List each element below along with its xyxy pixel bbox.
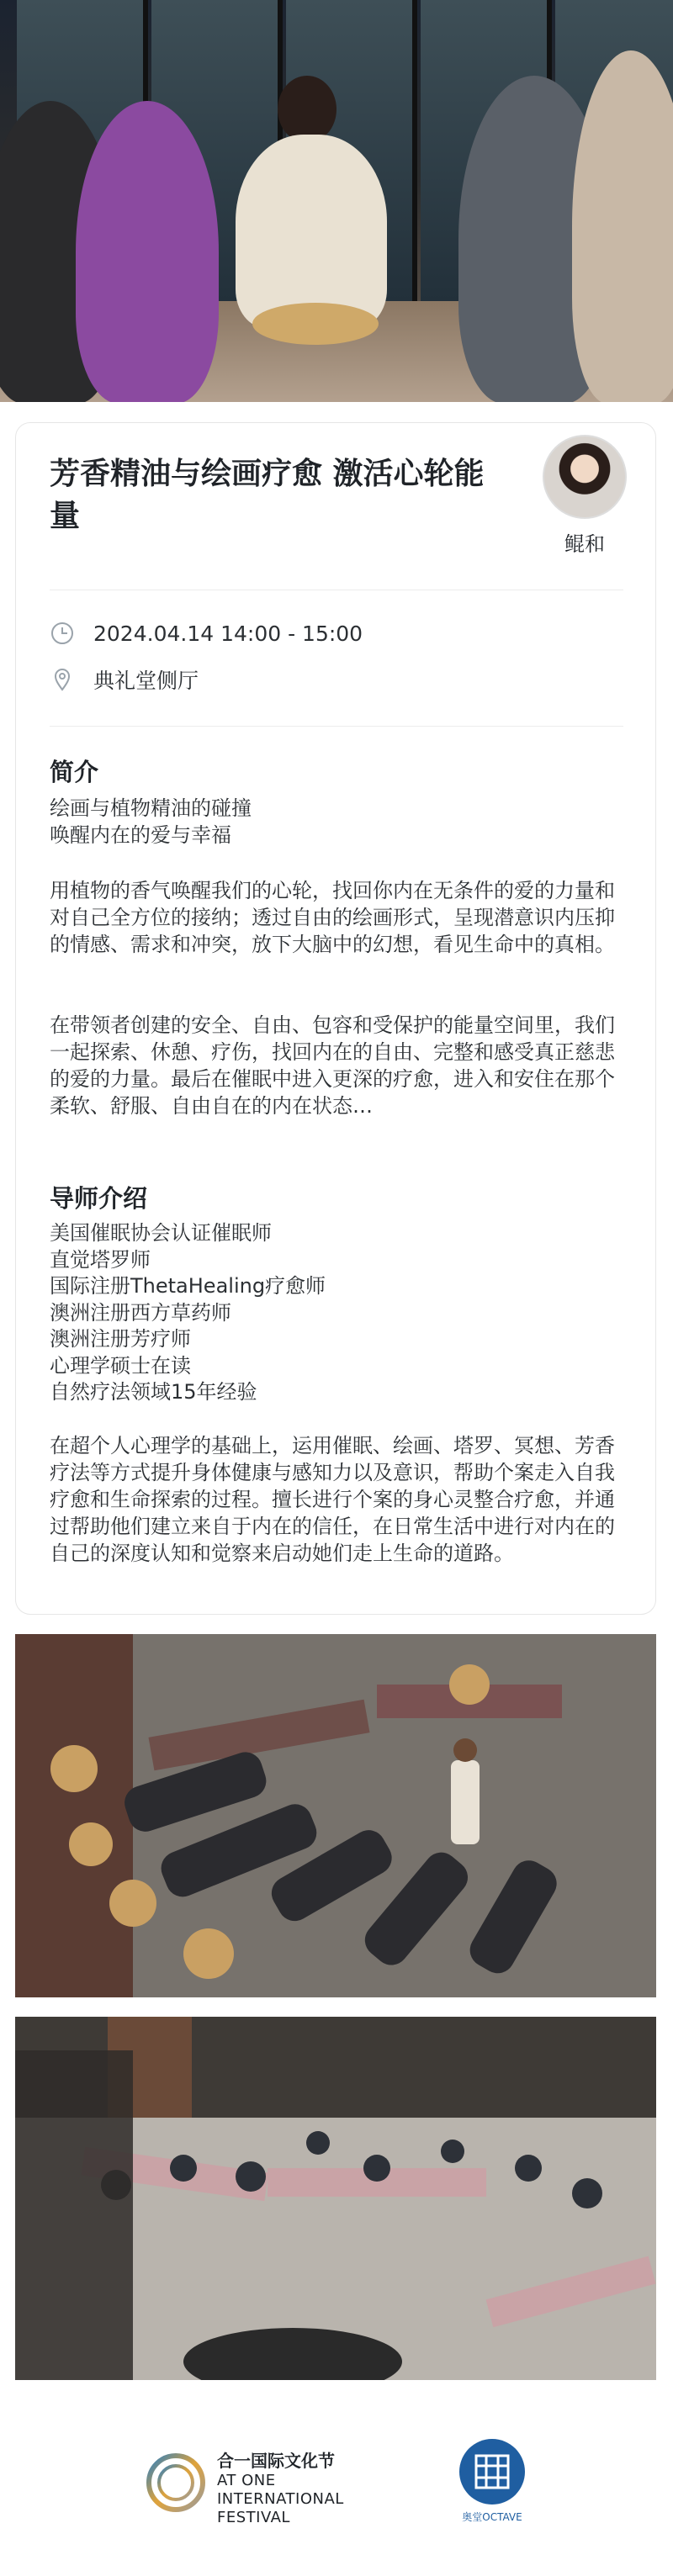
event-datetime-row [50, 621, 363, 646]
host-name: 鲲和 [564, 532, 605, 556]
divider [50, 726, 623, 727]
event-card [15, 422, 656, 1615]
hero-photo [0, 0, 673, 402]
festival-logo [145, 2439, 380, 2531]
credential-item: 直觉塔罗师 [50, 1247, 151, 1272]
festival-logo-icon [145, 2442, 207, 2523]
event-title: 芳香精油与绘画疗愈 激活心轮能量 [50, 457, 485, 533]
credential-item: 美国催眠协会认证催眠师 [50, 1221, 272, 1245]
intro-heading: 简介 [50, 758, 99, 786]
event-location-row [50, 664, 199, 695]
mentor-bio [50, 1432, 630, 1567]
tagline-line: 绘画与植物精油的碰撞 [50, 796, 252, 820]
mentor-bio-text: 在超个人心理学的基础上，运用催眠、绘画、塔罗、冥想、芳香疗法等方式提升身体健康与感知力以及意识，帮助个案走入自我疗愈和生命探索的过程。擅长进行个案的身心灵整合疗愈，并通过帮助他们建立来自于内在的信任，在日常生活中进行对内在的自己的深度认知和觉察来启动她们走上生命的道路。 [50, 1434, 615, 1565]
tagline-line: 唤醒内在的爱与幸福 [50, 823, 231, 847]
event-location: 典礼堂侧厅 [93, 669, 199, 693]
festival-name-en: FESTIVAL [217, 2509, 290, 2526]
host-avatar[interactable] [543, 435, 627, 519]
intro-paragraph-2: 在带领者创建的安全、自由、包容和受保护的能量空间里，我们一起探索、休憩、疗伤，找回内在的自由、完整和感受真正慈悲的爱的力量。最后在催眠中进入更深的疗愈，进入和安住在那个柔软、舒服、自由自在的内在状态… [50, 1013, 615, 1118]
credential-item: 心理学硕士在读 [50, 1353, 191, 1378]
mentor-heading: 导师介绍 [50, 1184, 148, 1213]
intro-paragraph [50, 877, 630, 958]
credential-item: 澳洲注册芳疗师 [50, 1327, 191, 1351]
partner-logo-icon [459, 2439, 525, 2505]
intro-tagline [50, 796, 630, 849]
clock-icon [50, 621, 75, 646]
credential-item: 澳洲注册西方草药师 [50, 1300, 231, 1325]
partner-logo [458, 2439, 526, 2531]
mentor-credentials [50, 1220, 630, 1406]
festival-name-cn: 合一国际文化节 [217, 2451, 335, 2471]
festival-name-en: AT ONE [217, 2472, 276, 2489]
credential-item: 自然疗法领域15年经验 [50, 1380, 257, 1404]
workshop-photo [15, 1634, 656, 1997]
intro-paragraph-1: 用植物的香气唤醒我们的心轮，找回你内在无条件的爱的力量和对自己全方位的接纳；透过自由的绘画形式，呈现潜意识内压抑的情感、需求和冲突，放下大脑中的幻想，看见生命中的真相。 [50, 879, 615, 956]
location-pin-icon [50, 667, 75, 692]
event-datetime: 2024.04.14 14:00 - 15:00 [93, 621, 363, 646]
credential-item: 国际注册ThetaHealing疗愈师 [50, 1274, 326, 1298]
festival-name-en: INTERNATIONAL [217, 2490, 344, 2508]
intro-paragraph [50, 1012, 630, 1119]
host-profile[interactable] [541, 435, 628, 557]
workshop-photo [15, 2017, 656, 2380]
partner-caption: 奥堂OCTAVE [462, 2511, 522, 2523]
